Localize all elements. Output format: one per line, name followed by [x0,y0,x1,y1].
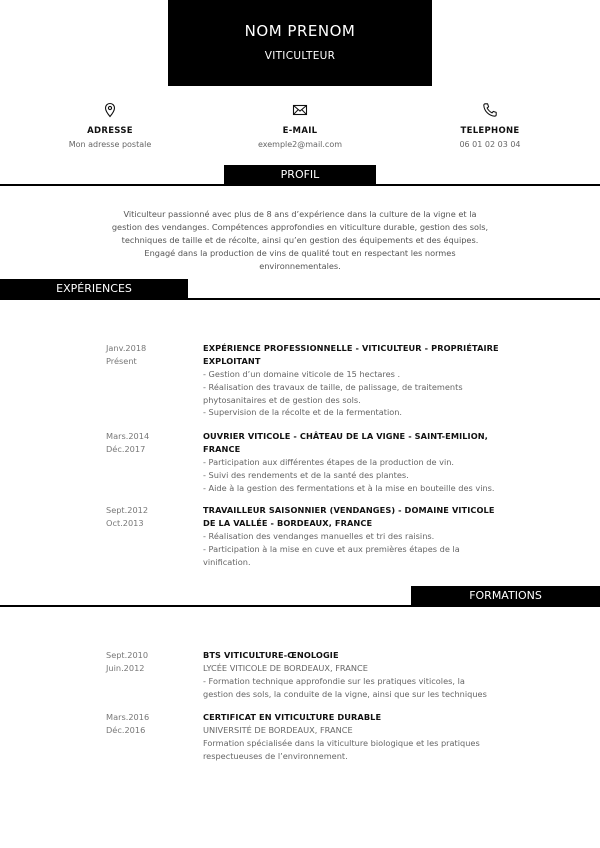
email-value[interactable]: exemple2@mail.com [257,140,343,149]
date-start: Sept.2010 [106,650,149,660]
experience-title: DE LA VALLÉE - BORDEAUX, FRANCE [203,518,373,528]
map-pin-icon [102,102,118,118]
email-label: E-MAIL [282,126,318,136]
job-title: VITICULTEUR [264,50,336,62]
date-start: Mars.2016 [106,712,150,722]
experience-line: - Suivi des rendements et de la santé des plantes. [203,469,409,480]
formation-line: gestion des sols, la conduite de la vigne, ainsi que sur les techniques [203,688,487,699]
contact-address [10,102,210,149]
experience-title: EXPÉRIENCE PROFESSIONNELLE - VITICULTEUR - PROPRIÉTAIRE [203,343,499,353]
formation-item [203,649,503,700]
formation-line: Formation spécialisée dans la viticulture biologique et les pratiques [203,737,480,748]
experience-item [203,430,503,494]
profile-line: Viticulteur passionné avec plus de 8 ans d’expérience dans la culture de la vigne et la [123,209,477,219]
experiences-divider [0,298,600,300]
formation-item [203,711,503,762]
full-name: NOM PRENOM [244,22,356,40]
experience-title: EXPLOITANT [203,356,261,366]
formations-heading: FORMATIONS [411,586,600,606]
formation-line: - Formation technique approfondie sur les pratiques viticoles, la [203,675,465,686]
address-value: Mon adresse postale [68,140,152,149]
date-end: Déc.2017 [106,444,146,454]
phone-value[interactable]: 06 01 02 03 04 [459,140,521,149]
address-label: ADRESSE [87,126,133,136]
date-start: Sept.2012 [106,505,149,515]
experience-item [203,342,503,419]
phone-label: TELEPHONE [460,126,520,136]
experience-title: OUVRIER VITICOLE - CHÂTEAU DE LA VIGNE - SAINT-EMILION, [203,431,488,441]
experience-line: - Aide à la gestion des fermentations et à la mise en bouteille des vins. [203,482,495,493]
formation-school: UNIVERSITÉ DE BORDEAUX, FRANCE [203,725,353,735]
contact-phone [390,102,590,149]
experiences-heading: EXPÉRIENCES [0,279,188,299]
formation-line: respectueuses de l’environnement. [203,750,348,761]
experience-line: - Participation à la mise en cuve et aux premières étapes de la [203,543,460,554]
experience-line: - Supervision de la récolte et de la fermentation. [203,407,403,418]
profile-line: Engagé dans la production de vins de qualité tout en respectant les normes [144,248,456,258]
profile-heading: PROFIL [224,165,376,185]
formation-title: BTS VITICULTURE-ŒNOLOGIE [203,650,339,660]
date-end: Juin.2012 [106,663,145,673]
experience-line: - Réalisation des vendanges manuelles et tri des raisins. [203,531,435,541]
experience-line: - Réalisation des travaux de taille, de palissage, de traitements [203,381,463,392]
date-start: Janv.2018 [106,343,147,353]
formation-dates [106,649,196,675]
date-start: Mars.2014 [106,431,150,441]
formation-title: CERTIFICAT EN VITICULTURE DURABLE [203,712,382,722]
experience-line: - Participation aux différentes étapes de la production de vin. [203,457,455,467]
profile-line: techniques de taille et de récolte, ainsi qu’en gestion des équipements et des équipes. [121,235,479,245]
experience-line: phytosanitaires et de gestion des sols. [203,394,361,405]
profile-line: gestion des vendanges. Compétences approfondies en viticulture durable, gestion des sols, [111,222,489,232]
experience-item [203,504,503,568]
experience-dates [106,504,196,530]
date-end: Oct.2013 [106,518,144,528]
header-banner [168,0,432,86]
formations-divider [0,605,600,607]
date-end: Déc.2016 [106,725,146,735]
experience-line: vinification. [203,556,251,567]
experience-dates [106,430,196,456]
envelope-icon [292,102,308,118]
experience-title: TRAVAILLEUR SAISONNIER (VENDANGES) - DOMAINE VITICOLE [203,505,495,515]
formation-dates [106,711,196,737]
experience-title: FRANCE [203,444,241,454]
profile-divider [0,184,600,186]
formation-school: LYCÉE VITICOLE DE BORDEAUX, FRANCE [203,663,368,673]
experience-line: - Gestion d’un domaine viticole de 15 hectares . [203,369,401,379]
experience-dates [106,342,196,368]
date-end: Présent [106,356,137,366]
profile-summary [100,208,500,273]
profile-line: environnementales. [259,261,341,271]
contact-email [200,102,400,149]
phone-icon [482,102,498,118]
